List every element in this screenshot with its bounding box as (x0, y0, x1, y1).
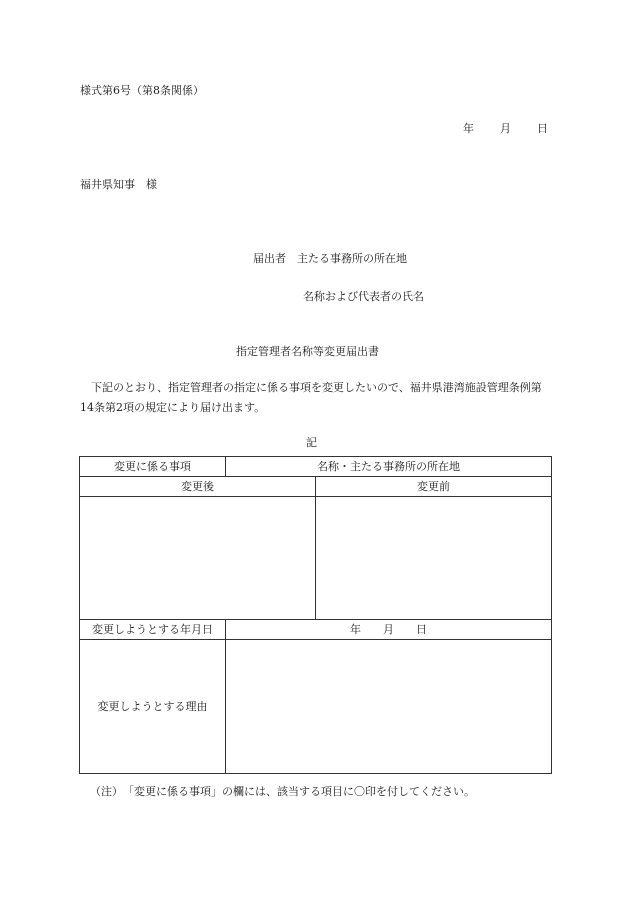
change-date-label: 変更しようとする年月日 (80, 620, 226, 640)
table-row (80, 497, 552, 620)
representative-name-label: 名称および代表者の氏名 (303, 290, 424, 303)
change-date-day: 日 (416, 623, 427, 636)
date-year-label: 年 (463, 122, 474, 135)
after-change-label: 変更後 (80, 477, 316, 497)
submission-date (463, 120, 548, 136)
form-number: 様式第6号（第8条関係） (80, 84, 204, 97)
change-reason-label: 変更しようとする理由 (80, 640, 226, 774)
date-day-label: 日 (537, 122, 548, 135)
before-change-field[interactable] (316, 497, 552, 620)
change-item-value[interactable]: 名称・主たる事務所の所在地 (226, 457, 552, 477)
body-text: 下記のとおり、指定管理者の指定に係る事項を変更したいので、福井県港湾施設管理条例第14条第2項の規定により届け出ます。 (80, 381, 542, 414)
date-month-label: 月 (500, 122, 511, 135)
change-reason-field[interactable] (226, 640, 552, 774)
table-row (80, 640, 552, 774)
before-change-label: 変更前 (316, 477, 552, 497)
table-row (80, 457, 552, 477)
after-change-field[interactable] (80, 497, 316, 620)
table-row (80, 477, 552, 497)
change-form-table (79, 456, 552, 774)
document-title: 指定管理者名称等変更届出書 (236, 345, 379, 358)
ki-heading: 記 (306, 436, 317, 449)
footnote: （注） 「変更に係る事項」の欄には、該当する項目に〇印を付してください。 (90, 785, 475, 798)
addressee: 福井県知事 様 (80, 178, 157, 191)
notifier-address-label: 届出者 主たる事務所の所在地 (253, 252, 407, 265)
table-row (80, 620, 552, 640)
change-date-month: 月 (383, 623, 394, 636)
change-item-label: 変更に係る事項 (80, 457, 226, 477)
change-date-year: 年 (350, 623, 361, 636)
change-date-field[interactable] (226, 620, 552, 640)
